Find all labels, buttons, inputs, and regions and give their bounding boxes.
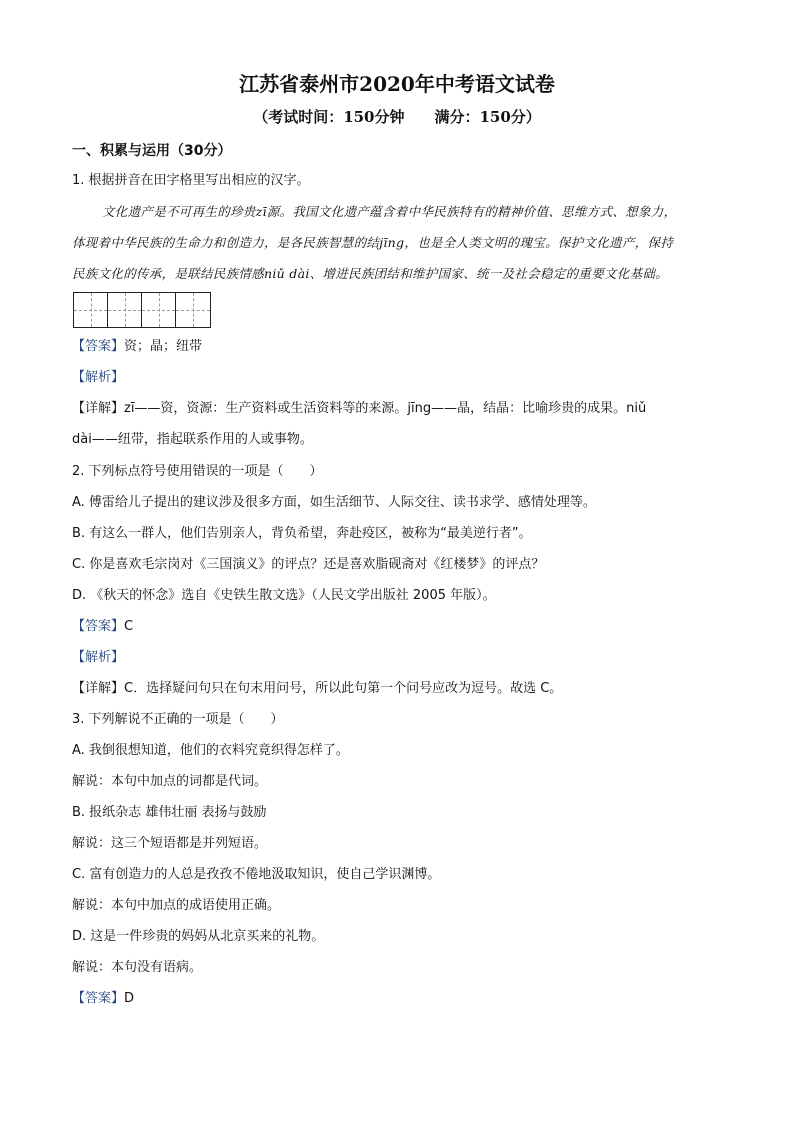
q2-stem: 2. 下列标点符号使用错误的一项是（ ） — [72, 464, 323, 479]
q3-explanation: 解说：这三个短语都是并列短语。 — [72, 836, 268, 851]
page-title: 江苏省泰州市2020年中考语文试卷 — [239, 72, 555, 96]
q1-analysis-tag — [72, 368, 732, 388]
q3-explanation: 解说：本句中加点的成语使用正确。 — [72, 898, 281, 913]
q3-explanation: 解说：本句中加点的词都是代词。 — [72, 774, 268, 789]
page-subtitle: （考试时间：150分钟 满分：150分） — [253, 108, 541, 126]
answer-text: C — [124, 619, 134, 634]
q1-passage-line: 民族文化的传承，是联结民族情感niǔ dài、增进民族团结和维护国家、统一及社会稳定的重要文化基础。 — [72, 266, 669, 281]
q3-stem: 3. 下列解说不正确的一项是（ ） — [72, 712, 284, 727]
q3-option-c: C. 富有创造力的人总是孜孜不倦地汲取知识，使自己学识渊博。 — [72, 867, 441, 882]
q1-detail-line: dài——纽带，指起联系作用的人或事物。 — [72, 432, 313, 447]
analysis-tag: 【解析】 — [72, 370, 125, 385]
answer-tag: 【答案】 — [72, 339, 125, 354]
q3-option-d: D. 这是一件珍贵的妈妈从北京买来的礼物。 — [72, 929, 325, 944]
grid-cell[interactable] — [108, 293, 142, 327]
q3-answer — [72, 989, 732, 1009]
q1-passage-line: 文化遗产是不可再生的珍贵zī源。我国文化遗产蕴含着中华民族特有的精神价值、思维方式、想象力， — [102, 204, 677, 219]
q3-explanation: 解说：本句没有语病。 — [72, 960, 203, 975]
q1-stem: 1. 根据拼音在田字格里写出相应的汉字。 — [72, 173, 310, 188]
answer-text: 资；晶；纽带 — [124, 339, 203, 354]
q2-detail: 【详解】C．选择疑问句只在句末用问号，所以此句第一个问号应改为逗号。故选 C。 — [72, 681, 563, 696]
answer-tag: 【答案】 — [72, 991, 125, 1006]
tianzige-grid — [73, 292, 211, 328]
q2-option-d: D. 《秋天的怀念》选自《史铁生散文选》（人民文学出版社 2005 年版）。 — [72, 588, 496, 603]
q2-analysis-tag — [72, 648, 732, 668]
q2-option-a: A. 傅雷给儿子提出的建议涉及很多方面，如生活细节、人际交往、读书求学、感情处理等。 — [72, 495, 596, 510]
q2-option-c: C. 你是喜欢毛宗岗对《三国演义》的评点？还是喜欢脂砚斋对《红楼梦》的评点？ — [72, 557, 545, 572]
q1-detail-line: 【详解】zī——资，资源：生产资料或生活资料等的来源。jīng——晶，结晶：比喻珍贵的成果。niǔ — [72, 401, 647, 416]
q2-answer — [72, 617, 732, 637]
grid-cell[interactable] — [142, 293, 176, 327]
q1-answer — [72, 337, 732, 357]
grid-cell[interactable] — [74, 293, 108, 327]
grid-cell[interactable] — [176, 293, 210, 327]
q3-option-a: A. 我倒很想知道，他们的衣料究竟织得怎样了。 — [72, 743, 349, 758]
q1-passage-line: 体现着中华民族的生命力和创造力，是各民族智慧的结jīng，也是全人类文明的瑰宝。保护文化遗产，保持 — [72, 235, 674, 250]
answer-tag: 【答案】 — [72, 619, 125, 634]
answer-text: D — [124, 991, 135, 1006]
q3-option-b: B. 报纸杂志 雄伟壮丽 表扬与鼓励 — [72, 805, 267, 820]
analysis-tag: 【解析】 — [72, 650, 125, 665]
section-heading: 一、积累与运用（30分） — [72, 143, 232, 159]
q2-option-b: B. 有这么一群人，他们告别亲人，背负希望，奔赴疫区，被称为“最美逆行者”。 — [72, 526, 532, 541]
